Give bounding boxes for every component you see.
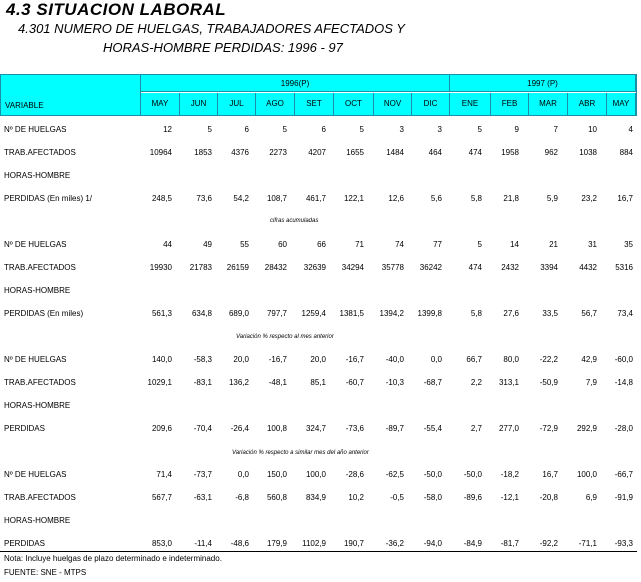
table-cell: 474: [468, 263, 482, 272]
table-cell: 5: [477, 125, 482, 134]
row-label: PERDIDAS: [4, 539, 45, 548]
table-cell: 461,7: [305, 194, 326, 203]
table-cell: 6: [244, 125, 249, 134]
table-cell: 1102,9: [302, 539, 326, 548]
table-cell: -20,8: [539, 493, 558, 502]
year-1996-header: 1996(P): [141, 75, 450, 92]
table-cell: 12: [163, 125, 172, 134]
table-cell: 26159: [226, 263, 249, 272]
table-cell: -58,0: [423, 493, 442, 502]
table-cell: -72,9: [539, 424, 558, 433]
table-cell: -58,3: [193, 355, 212, 364]
table-row: [0, 194, 641, 208]
table-cell: -0,5: [390, 493, 404, 502]
table-cell: 190,7: [343, 539, 364, 548]
table-cell: 31: [588, 240, 597, 249]
table-cell: 277,0: [498, 424, 519, 433]
table-header: [0, 74, 637, 116]
table-cell: 567,7: [151, 493, 172, 502]
month-header: SET: [295, 93, 334, 115]
variable-header-label: VARIABLE: [5, 101, 44, 110]
table-cell: -10,3: [385, 378, 404, 387]
table-cell: 122,1: [343, 194, 364, 203]
table-cell: 1853: [194, 148, 212, 157]
table-cell: 7,9: [585, 378, 597, 387]
table-cell: 797,7: [266, 309, 287, 318]
row-label: TRAB.AFECTADOS: [4, 148, 76, 157]
table-cell: -73,6: [345, 424, 364, 433]
table-cell: -55,4: [423, 424, 442, 433]
table-cell: -16,7: [268, 355, 287, 364]
table-cell: 100,0: [576, 470, 597, 479]
table-cell: 56,7: [581, 309, 597, 318]
table-cell: 35778: [381, 263, 404, 272]
table-cell: 0,0: [237, 470, 249, 479]
table-cell: 73,4: [617, 309, 633, 318]
table-cell: -48,6: [230, 539, 249, 548]
table-cell: 1038: [579, 148, 597, 157]
table-cell: -28,6: [345, 470, 364, 479]
table-cell: 10964: [149, 148, 172, 157]
table-cell: 962: [544, 148, 558, 157]
table-cell: -92,2: [539, 539, 558, 548]
table-cell: 560,8: [266, 493, 287, 502]
table-cell: 1484: [386, 148, 404, 157]
table-row: [0, 263, 641, 277]
table-cell: 9: [514, 125, 519, 134]
table-cell: 35: [624, 240, 633, 249]
section-caption: Variación % respecto al mes anterior: [236, 334, 334, 340]
row-label: HORAS-HOMBRE: [4, 171, 71, 180]
table-cell: -50,0: [423, 470, 442, 479]
variable-header-cell: [1, 75, 141, 115]
table-cell: 100,0: [305, 470, 326, 479]
table-row: [0, 424, 641, 438]
table-cell: 4207: [308, 148, 326, 157]
table-cell: -12,1: [500, 493, 519, 502]
row-label: Nº DE HUELGAS: [4, 355, 67, 364]
table-cell: -89,6: [463, 493, 482, 502]
table-cell: -66,7: [614, 470, 633, 479]
month-header: DIC: [412, 93, 450, 115]
table-cell: 561,3: [151, 309, 172, 318]
table-cell: 28432: [264, 263, 287, 272]
table-cell: -71,1: [578, 539, 597, 548]
table-bottom-rule: [0, 551, 637, 552]
table-cell: 1259,4: [301, 309, 326, 318]
table-cell: 36242: [419, 263, 442, 272]
table-cell: 10,2: [348, 493, 364, 502]
table-cell: 5,8: [470, 309, 482, 318]
table-cell: 77: [433, 240, 442, 249]
table-cell: 209,6: [151, 424, 172, 433]
table-cell: -22,2: [539, 355, 558, 364]
table-cell: 4: [628, 125, 633, 134]
table-cell: -50,0: [463, 470, 482, 479]
table-cell: 179,9: [266, 539, 287, 548]
table-cell: 74: [395, 240, 404, 249]
table-cell: 66: [317, 240, 326, 249]
month-header: NOV: [374, 93, 412, 115]
table-cell: 20,0: [233, 355, 249, 364]
table-cell: 23,2: [581, 194, 597, 203]
table-cell: 474: [468, 148, 482, 157]
table-cell: 100,8: [266, 424, 287, 433]
table-cell: 42,9: [581, 355, 597, 364]
table-cell: 49: [203, 240, 212, 249]
month-header: JUN: [180, 93, 218, 115]
month-header: AGO: [256, 93, 295, 115]
table-row: [0, 401, 641, 415]
table-cell: 1399,8: [417, 309, 442, 318]
table-cell: 5: [359, 125, 364, 134]
table-row: [0, 148, 641, 162]
table-cell: -14,8: [614, 378, 633, 387]
year-1997-header: 1997 (P): [450, 75, 636, 92]
table-cell: 55: [240, 240, 249, 249]
table-note: Nota: Incluye huelgas de plazo determinado e indeterminado.: [4, 554, 222, 563]
table-cell: 0,0: [430, 355, 442, 364]
table-cell: 313,1: [498, 378, 519, 387]
table-cell: 3: [399, 125, 404, 134]
month-header: MAY: [141, 93, 180, 115]
table-cell: 2273: [269, 148, 287, 157]
table-cell: 108,7: [266, 194, 287, 203]
table-cell: 20,0: [310, 355, 326, 364]
table-cell: 5: [207, 125, 212, 134]
table-cell: 34294: [341, 263, 364, 272]
table-cell: -81,7: [500, 539, 519, 548]
table-row: [0, 125, 641, 139]
table-cell: 7: [553, 125, 558, 134]
table-cell: -68,7: [423, 378, 442, 387]
row-label: PERDIDAS (En miles) 1/: [4, 194, 93, 203]
table-cell: -73,7: [193, 470, 212, 479]
table-cell: 150,0: [266, 470, 287, 479]
month-header: ABR: [568, 93, 607, 115]
table-cell: 44: [163, 240, 172, 249]
table-cell: 54,2: [233, 194, 249, 203]
table-cell: 2432: [501, 263, 519, 272]
table-row: [0, 378, 641, 392]
table-cell: 5,9: [546, 194, 558, 203]
row-label: Nº DE HUELGAS: [4, 125, 67, 134]
table-cell: 21,8: [503, 194, 519, 203]
row-label: HORAS-HOMBRE: [4, 286, 71, 295]
row-label: TRAB.AFECTADOS: [4, 378, 76, 387]
table-cell: 1394,2: [379, 309, 404, 318]
table-row: [0, 355, 641, 369]
table-cell: -48,1: [268, 378, 287, 387]
table-cell: 85,1: [310, 378, 326, 387]
table-cell: 1381,5: [339, 309, 364, 318]
table-cell: 4376: [231, 148, 249, 157]
month-header: MAR: [529, 93, 568, 115]
table-cell: 5: [477, 240, 482, 249]
table-cell: 2,2: [470, 378, 482, 387]
table-cell: -6,8: [235, 493, 249, 502]
table-row: [0, 470, 641, 484]
table-cell: 27,6: [503, 309, 519, 318]
table-row: [0, 309, 641, 323]
row-label: Nº DE HUELGAS: [4, 240, 67, 249]
table-cell: -36,2: [385, 539, 404, 548]
row-label: HORAS-HOMBRE: [4, 516, 71, 525]
table-cell: 464: [428, 148, 442, 157]
table-cell: 14: [510, 240, 519, 249]
table-cell: -18,2: [500, 470, 519, 479]
table-cell: 689,0: [228, 309, 249, 318]
table-cell: 884: [619, 148, 633, 157]
table-cell: 33,5: [542, 309, 558, 318]
table-cell: 5,8: [470, 194, 482, 203]
table-cell: 5: [282, 125, 287, 134]
table-cell: -50,9: [539, 378, 558, 387]
row-label: Nº DE HUELGAS: [4, 470, 67, 479]
section-caption: cifras acumuladas: [270, 218, 319, 224]
month-header: MAY: [607, 93, 636, 115]
table-source: FUENTE: SNE - MTPS: [4, 568, 87, 577]
row-label: PERDIDAS (En miles): [4, 309, 84, 318]
table-cell: 634,8: [191, 309, 212, 318]
table-cell: 21783: [189, 263, 212, 272]
table-cell: -26,4: [230, 424, 249, 433]
table-cell: 6,9: [585, 493, 597, 502]
table-cell: 834,9: [305, 493, 326, 502]
table-cell: 73,6: [196, 194, 212, 203]
section-caption: Variación % respecto a similar mes del año anterior: [232, 450, 369, 456]
table-cell: 2,7: [470, 424, 482, 433]
table-row: [0, 493, 641, 507]
month-header: JUL: [218, 93, 256, 115]
table-cell: 21: [549, 240, 558, 249]
table-cell: -93,3: [614, 539, 633, 548]
table-cell: -28,0: [614, 424, 633, 433]
table-cell: 4432: [579, 263, 597, 272]
table-cell: 3: [437, 125, 442, 134]
row-label: TRAB.AFECTADOS: [4, 493, 76, 502]
table-row: [0, 286, 641, 300]
table-cell: 16,7: [617, 194, 633, 203]
table-cell: 71: [355, 240, 364, 249]
table-cell: 10: [588, 125, 597, 134]
table-cell: 6: [321, 125, 326, 134]
month-header: ENE: [450, 93, 491, 115]
table-title-line2: HORAS-HOMBRE PERDIDAS: 1996 - 97: [103, 40, 343, 55]
table-cell: -70,4: [193, 424, 212, 433]
table-cell: -11,4: [194, 539, 212, 548]
table-cell: 140,0: [151, 355, 172, 364]
table-cell: -84,9: [463, 539, 482, 548]
table-cell: -89,7: [385, 424, 404, 433]
table-cell: 853,0: [151, 539, 172, 548]
table-cell: -60,0: [614, 355, 633, 364]
table-cell: 12,6: [388, 194, 404, 203]
month-header: FEB: [491, 93, 529, 115]
table-cell: 60: [278, 240, 287, 249]
row-label: HORAS-HOMBRE: [4, 401, 71, 410]
month-header: OCT: [334, 93, 374, 115]
table-cell: 3394: [540, 263, 558, 272]
row-label: PERDIDAS: [4, 424, 45, 433]
table-cell: 136,2: [228, 378, 249, 387]
table-cell: 1655: [346, 148, 364, 157]
table-cell: 71,4: [156, 470, 172, 479]
table-cell: -40,0: [385, 355, 404, 364]
table-cell: 292,9: [576, 424, 597, 433]
table-cell: 324,7: [305, 424, 326, 433]
table-cell: 19930: [149, 263, 172, 272]
table-cell: -62,5: [385, 470, 404, 479]
table-cell: 248,5: [151, 194, 172, 203]
table-row: [0, 240, 641, 254]
table-cell: -16,7: [345, 355, 364, 364]
table-cell: -63,1: [193, 493, 212, 502]
table-cell: 32639: [303, 263, 326, 272]
table-cell: -91,9: [614, 493, 633, 502]
table-cell: 1958: [501, 148, 519, 157]
table-cell: 5316: [615, 263, 633, 272]
table-title-line1: 4.301 NUMERO DE HUELGAS, TRABAJADORES AFECTADOS Y: [18, 21, 405, 36]
table-cell: 66,7: [466, 355, 482, 364]
table-row: [0, 516, 641, 530]
table-cell: -60,7: [345, 378, 364, 387]
table-cell: 1029,1: [147, 378, 172, 387]
table-cell: 16,7: [542, 470, 558, 479]
table-cell: -94,0: [423, 539, 442, 548]
table-row: [0, 171, 641, 185]
table-cell: 80,0: [503, 355, 519, 364]
table-cell: 5,6: [430, 194, 442, 203]
row-label: TRAB.AFECTADOS: [4, 263, 76, 272]
section-title: 4.3 SITUACION LABORAL: [6, 0, 227, 19]
table-cell: -83,1: [193, 378, 212, 387]
